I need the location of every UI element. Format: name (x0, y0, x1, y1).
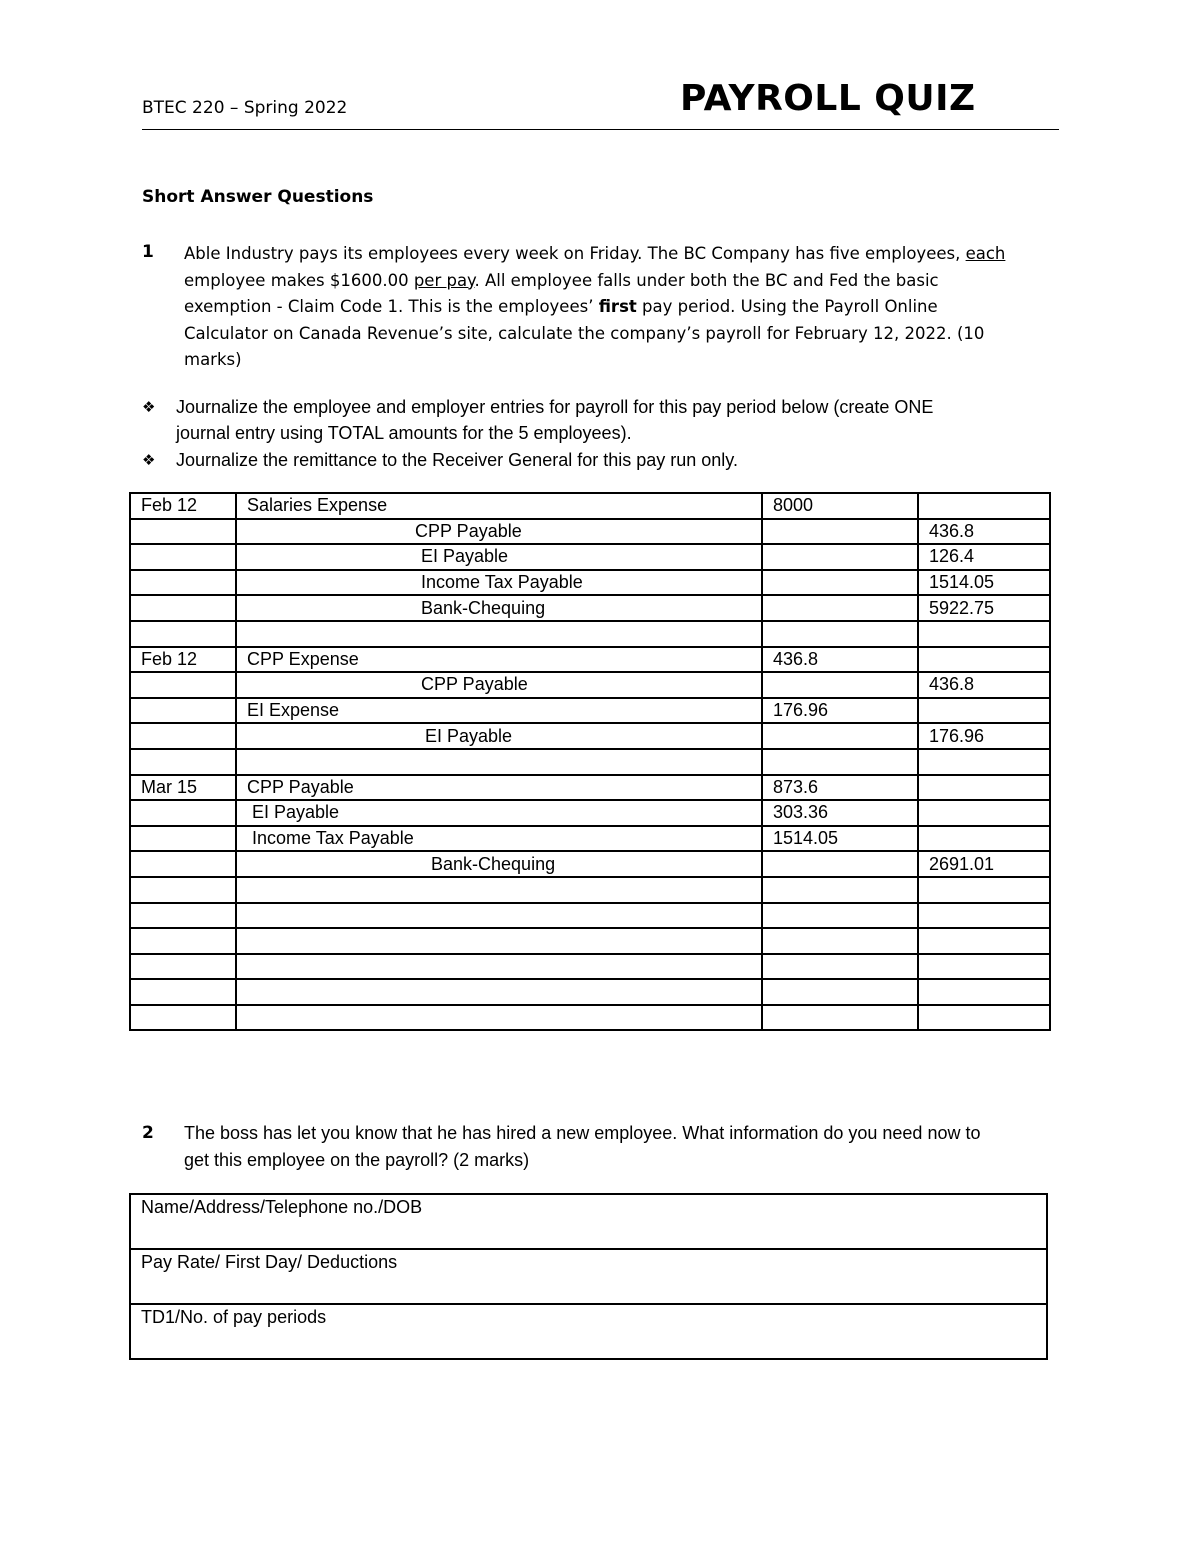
journal-credit-cell (918, 1005, 1050, 1031)
journal-credit-text: 126.4 (929, 546, 975, 567)
journal-date-cell (130, 493, 236, 519)
journal-debit-cell (762, 519, 918, 545)
journal-credit-cell (918, 877, 1050, 903)
journal-credit-cell (918, 800, 1050, 826)
journal-date-cell (130, 826, 236, 852)
journal-account-text: EI Payable (425, 725, 513, 746)
journal-row (130, 954, 1050, 980)
journal-row (130, 595, 1050, 621)
journal-debit-cell (762, 1005, 918, 1031)
journal-account-cell (236, 954, 762, 980)
journal-debit-cell (762, 621, 918, 647)
journal-row (130, 647, 1050, 673)
journal-account-cell (236, 1005, 762, 1031)
journal-account-cell (236, 647, 762, 673)
journal-row (130, 749, 1050, 775)
journal-account-cell (236, 800, 762, 826)
instruction-bullet-1: ❖ Journalize the employee and employer entries for payroll for this pay period below (create ONE journal entry using TOTAL amounts for the 5 employees). (142, 394, 1042, 448)
info-row (130, 1249, 1047, 1304)
page-title: PAYROLL QUIZ (680, 78, 976, 119)
journal-debit-cell (762, 749, 918, 775)
journal-debit-text: 436.8 (773, 648, 819, 669)
journal-date-cell (130, 723, 236, 749)
course-label: BTEC 220 – Spring 2022 (142, 98, 348, 118)
journal-row (130, 698, 1050, 724)
journal-account-cell (236, 672, 762, 698)
info-row (130, 1194, 1047, 1249)
journal-credit-cell (918, 698, 1050, 724)
journal-credit-cell (918, 903, 1050, 929)
journal-account-text: CPP Expense (247, 648, 359, 669)
journal-debit-cell (762, 544, 918, 570)
journal-account-cell (236, 775, 762, 801)
journal-debit-cell (762, 775, 918, 801)
journal-credit-text: 5922.75 (929, 597, 995, 618)
journal-date-cell (130, 570, 236, 596)
journal-row (130, 1005, 1050, 1031)
journal-debit-cell (762, 570, 918, 596)
journal-row (130, 544, 1050, 570)
journal-credit-cell (918, 493, 1050, 519)
journal-account-text: CPP Payable (247, 776, 354, 797)
journal-row (130, 519, 1050, 545)
info-cell: Pay Rate/ First Day/ Deductions (130, 1249, 1047, 1304)
journal-row (130, 903, 1050, 929)
journal-account-cell (236, 698, 762, 724)
journal-debit-text: 1514.05 (773, 828, 839, 849)
question-2-text: The boss has let you know that he has hired a new employee. What information do you need now to get this employee on the payroll? (2 marks) (184, 1123, 981, 1170)
journal-account-text: EI Payable (421, 546, 509, 567)
journal-date-cell (130, 672, 236, 698)
question-1-text: Able Industry pays its employees every week on Friday. The BC Company has five employees, each employee makes $1600.00 per pay. All employee falls under both the BC and Fed the basic exemption - Claim Code 1. This is the employees’ first pay period. Using the Payroll Online Calculator on Canada Revenue’s site, calculate the company’s payroll for February 12, 2022. (10 marks) (184, 244, 1006, 369)
header-divider (142, 129, 1059, 130)
journal-debit-cell (762, 979, 918, 1005)
journal-credit-text: 1514.05 (929, 572, 995, 593)
journal-account-text: EI Payable (252, 802, 340, 823)
journal-account-cell (236, 519, 762, 545)
journal-account-cell (236, 544, 762, 570)
journal-row (130, 800, 1050, 826)
info-row (130, 1304, 1047, 1359)
journal-credit-cell (918, 672, 1050, 698)
journal-credit-cell (918, 544, 1050, 570)
journal-account-cell (236, 877, 762, 903)
journal-row (130, 723, 1050, 749)
info-cell: TD1/No. of pay periods (130, 1304, 1047, 1359)
journal-row (130, 570, 1050, 596)
journal-account-text: CPP Payable (421, 674, 528, 695)
journal-account-cell (236, 493, 762, 519)
journal-row (130, 672, 1050, 698)
journal-credit-cell (918, 954, 1050, 980)
journal-debit-cell (762, 826, 918, 852)
journal-account-text: EI Expense (247, 700, 340, 721)
journal-credit-text: 436.8 (929, 674, 975, 695)
journal-debit-cell (762, 903, 918, 929)
journal-date-cell (130, 775, 236, 801)
journal-date-cell (130, 851, 236, 877)
diamond-bullet-icon: ❖ (142, 451, 156, 469)
journal-debit-text: 8000 (773, 495, 814, 516)
journal-account-cell (236, 621, 762, 647)
diamond-bullet-icon: ❖ (142, 398, 156, 416)
journal-credit-cell (918, 519, 1050, 545)
question-2-number: 2 (142, 1123, 154, 1143)
journal-date-cell (130, 544, 236, 570)
journal-date-cell (130, 519, 236, 545)
section-title: Short Answer Questions (142, 187, 374, 207)
journal-credit-cell (918, 723, 1050, 749)
instruction-bullet-2: ❖ Journalize the remittance to the Receiver General for this pay run only. (142, 447, 1042, 473)
journal-credit-text: 436.8 (929, 520, 975, 541)
journal-credit-cell (918, 851, 1050, 877)
journal-credit-cell (918, 826, 1050, 852)
journal-account-text: Bank-Chequing (431, 853, 556, 874)
journal-date-text: Mar 15 (141, 776, 198, 797)
journal-credit-text: 2691.01 (929, 853, 995, 874)
journal-debit-cell (762, 851, 918, 877)
journal-date-cell (130, 954, 236, 980)
journal-account-cell (236, 826, 762, 852)
journal-account-text: Salaries Expense (247, 495, 388, 516)
journal-date-cell (130, 979, 236, 1005)
journal-date-cell (130, 1005, 236, 1031)
journal-date-cell (130, 928, 236, 954)
journal-account-text: CPP Payable (415, 520, 522, 541)
journal-debit-cell (762, 723, 918, 749)
journal-date-text: Feb 12 (141, 648, 198, 669)
journal-credit-cell (918, 595, 1050, 621)
journal-account-cell (236, 979, 762, 1005)
journal-date-cell (130, 647, 236, 673)
journal-date-cell (130, 877, 236, 903)
journal-account-text: Income Tax Payable (421, 572, 583, 593)
journal-row (130, 775, 1050, 801)
journal-credit-text: 176.96 (929, 725, 985, 746)
journal-debit-cell (762, 877, 918, 903)
journal-date-cell (130, 698, 236, 724)
journal-debit-cell (762, 647, 918, 673)
question-1-number: 1 (142, 242, 154, 262)
journal-row (130, 851, 1050, 877)
journal-entry-table (129, 492, 1051, 1031)
journal-row (130, 877, 1050, 903)
journal-account-cell (236, 723, 762, 749)
journal-debit-cell (762, 954, 918, 980)
journal-credit-cell (918, 749, 1050, 775)
journal-date-cell (130, 800, 236, 826)
journal-account-cell (236, 851, 762, 877)
journal-account-cell (236, 595, 762, 621)
journal-debit-cell (762, 672, 918, 698)
journal-credit-cell (918, 979, 1050, 1005)
info-cell: Name/Address/Telephone no./DOB (130, 1194, 1047, 1249)
journal-debit-cell (762, 800, 918, 826)
journal-credit-cell (918, 775, 1050, 801)
journal-debit-cell (762, 595, 918, 621)
journal-date-cell (130, 903, 236, 929)
journal-row (130, 928, 1050, 954)
journal-account-cell (236, 928, 762, 954)
new-employee-info-table (129, 1193, 1048, 1360)
journal-debit-cell (762, 928, 918, 954)
journal-account-text: Income Tax Payable (252, 828, 414, 849)
journal-date-cell (130, 595, 236, 621)
journal-account-text: Bank-Chequing (421, 597, 546, 618)
journal-date-text: Feb 12 (141, 495, 198, 516)
journal-debit-cell (762, 493, 918, 519)
journal-row (130, 979, 1050, 1005)
journal-date-cell (130, 621, 236, 647)
journal-debit-cell (762, 698, 918, 724)
journal-debit-text: 873.6 (773, 776, 819, 797)
journal-account-cell (236, 903, 762, 929)
journal-account-cell (236, 749, 762, 775)
journal-credit-cell (918, 621, 1050, 647)
journal-debit-text: 303.36 (773, 802, 829, 823)
journal-row (130, 621, 1050, 647)
journal-account-cell (236, 570, 762, 596)
journal-row (130, 493, 1050, 519)
journal-date-cell (130, 749, 236, 775)
journal-credit-cell (918, 570, 1050, 596)
journal-credit-cell (918, 647, 1050, 673)
journal-debit-text: 176.96 (773, 700, 829, 721)
journal-row (130, 826, 1050, 852)
journal-credit-cell (918, 928, 1050, 954)
